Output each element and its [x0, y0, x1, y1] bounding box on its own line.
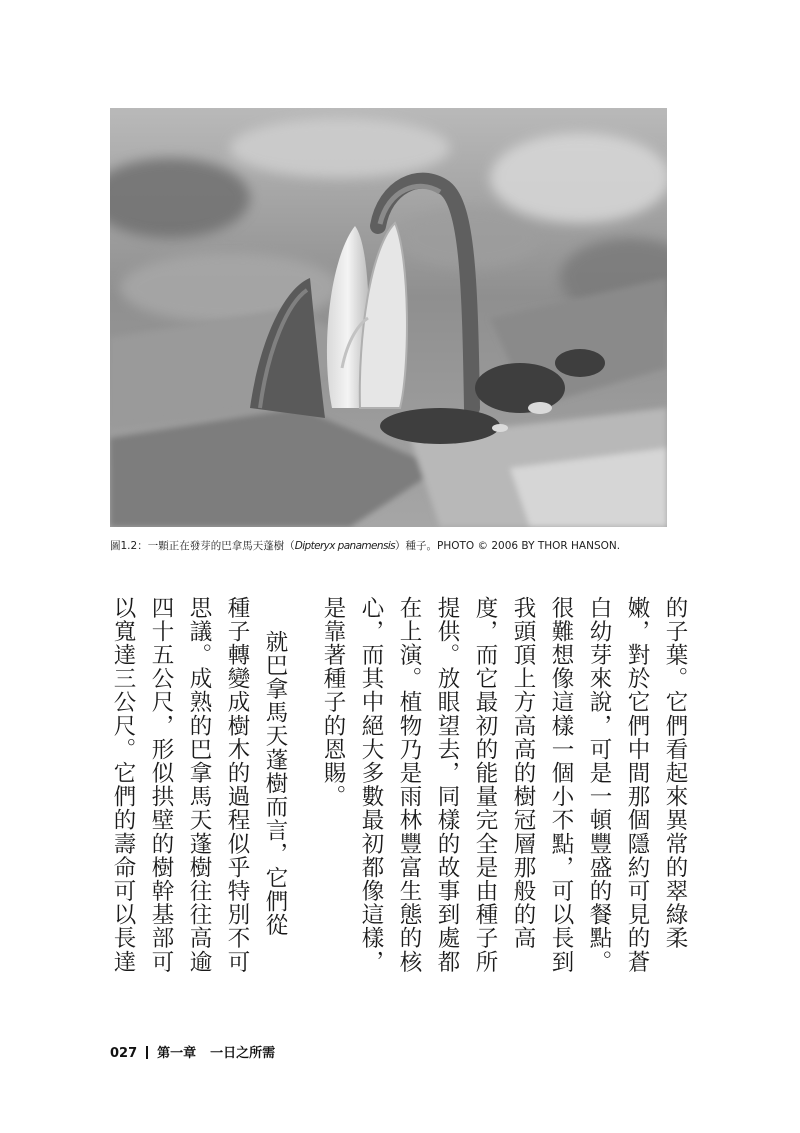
text-column: 是靠著種子的恩賜。	[320, 596, 346, 809]
caption-scientific-name: Dipteryx panamensis	[294, 540, 396, 552]
text-column: 嫩，對於它們中間那個隱約可見的蒼	[624, 596, 650, 974]
caption-prefix: 圖1.2：一顆正在發芽的巴拿馬天蓬樹（	[110, 540, 295, 552]
text-column: 以寬達三公尺。它們的壽命可以長達	[110, 596, 136, 974]
text-column: 四十五公尺，形似拱壁的樹幹基部可	[148, 596, 174, 974]
page-number: 027	[110, 1046, 138, 1061]
text-column: 就巴拿馬天蓬樹而言，它們從	[262, 630, 288, 937]
figure-caption	[110, 536, 670, 556]
figure-photo	[110, 108, 667, 527]
sprouting-seed-photo-icon	[110, 108, 667, 527]
text-column: 很難想像這樣一個小不點，可以長到	[548, 596, 574, 974]
text-column: 白幼芽來說，可是一頓豐盛的餐點。	[586, 596, 612, 974]
text-column: 的子葉。它們看起來異常的翠綠柔	[662, 596, 688, 950]
text-column: 度，而它最初的能量完全是由種子所	[472, 596, 498, 974]
footer-divider	[146, 1046, 148, 1059]
chapter-title: 一日之所需	[210, 1046, 276, 1061]
caption-suffix: ）種子。PHOTO © 2006 BY THOR HANSON.	[395, 540, 621, 552]
page-footer	[110, 1042, 275, 1061]
text-column: 提供。放眼望去，同樣的故事到處都	[434, 596, 460, 974]
text-column: 種子轉變成樹木的過程似乎特別不可	[224, 596, 250, 974]
text-column: 思議。成熟的巴拿馬天蓬樹往往高逾	[186, 596, 212, 974]
text-column: 我頭頂上方高高的樹冠層那般的高	[510, 596, 536, 950]
text-column: 心，而其中絕大多數最初都像這樣，	[358, 596, 384, 974]
text-column: 在上演。植物乃是雨林豐富生態的核	[396, 596, 422, 974]
body-text	[104, 596, 692, 998]
chapter-label: 第一章	[157, 1046, 197, 1061]
